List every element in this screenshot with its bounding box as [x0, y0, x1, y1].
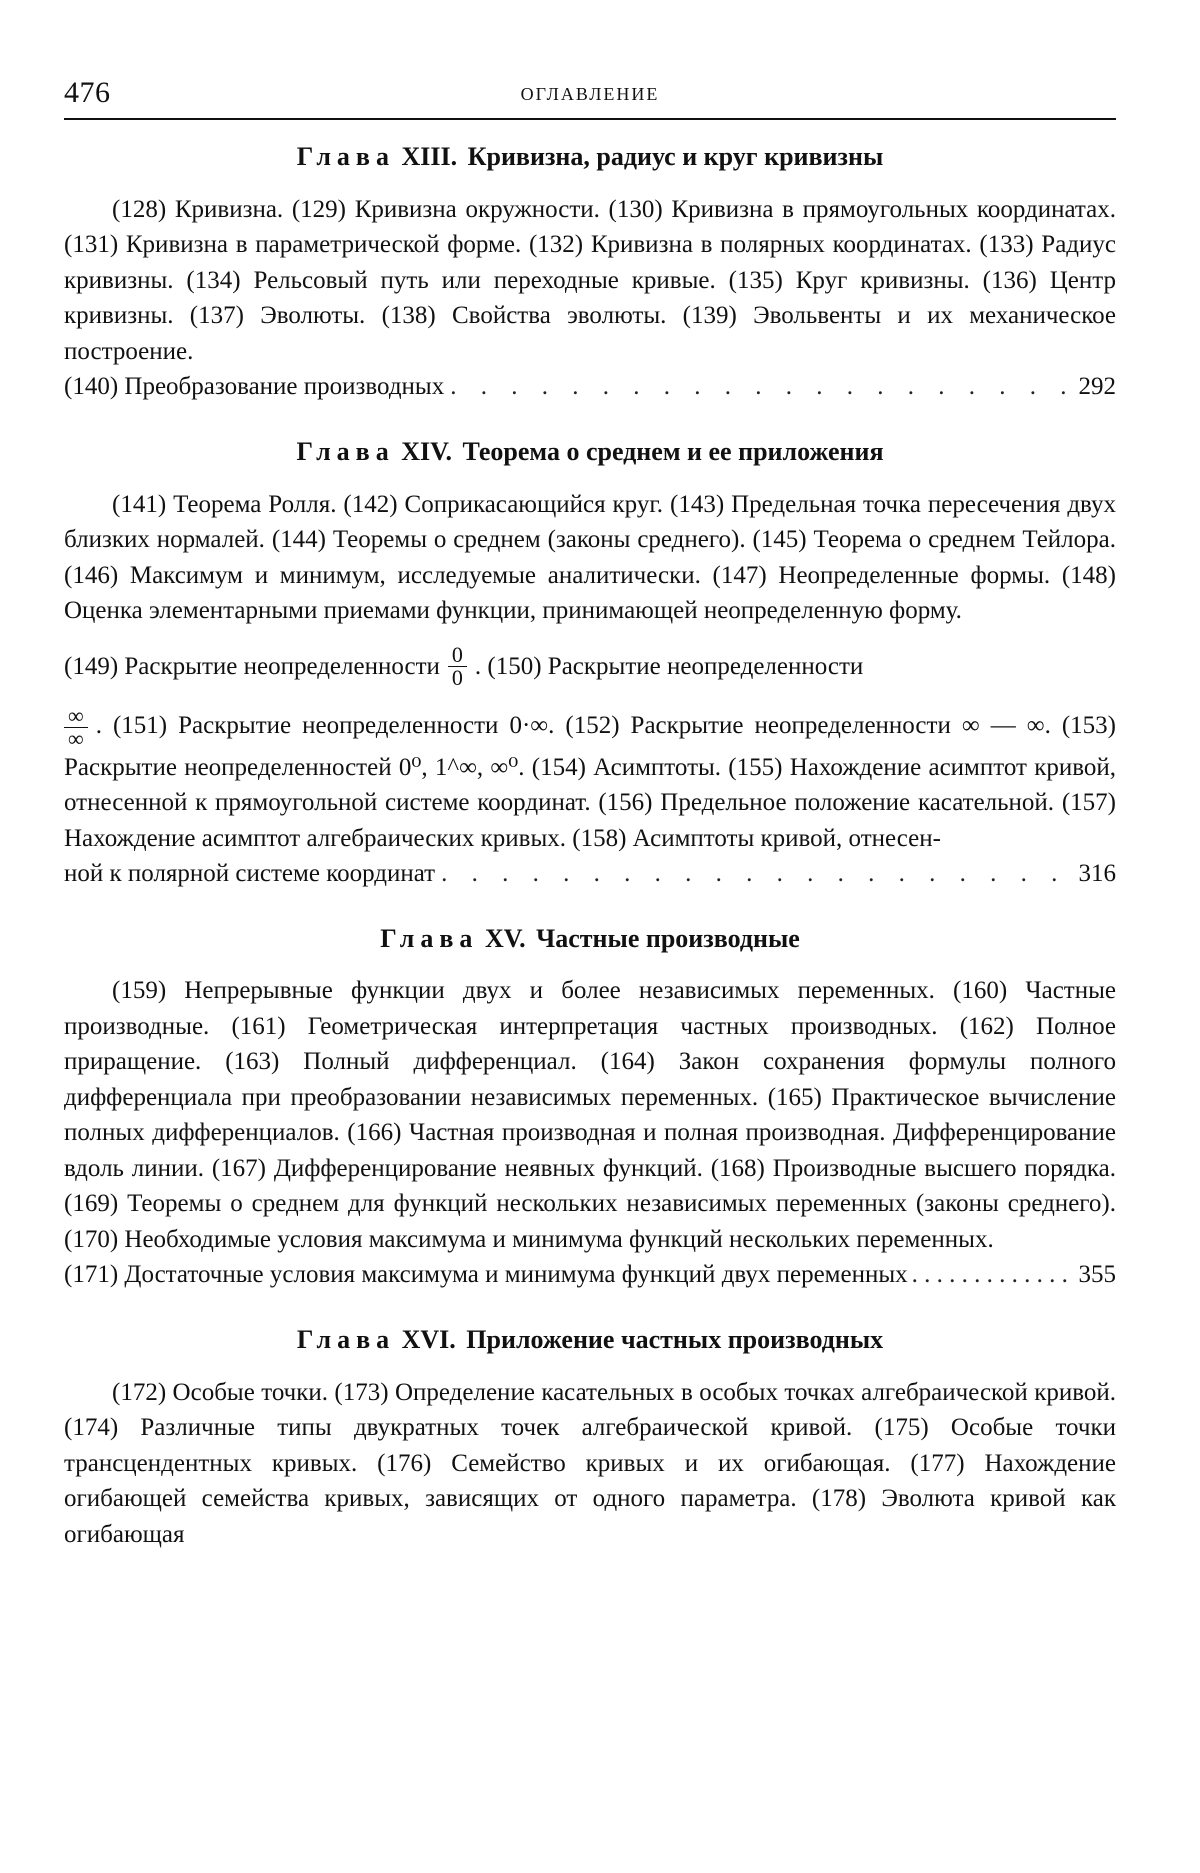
- chapter-sections: (128) Кривизна. (129) Кривизна окружности. (130) Кривизна в прямоугольных координатах. (131) Кривизна в параметрической форме. (132) Кривизна в полярных координатах. (133) Радиус кривизны. (134) Рельсовый путь или переходные кривые. (135) Круг кривизны. (136) Центр кривизны. (137) Эволюты. (138) Свойства эволюты. (139) Эвольвенты и их механическое построение.: [64, 195, 1116, 365]
- toc-entry-end: [64, 1257, 1116, 1293]
- section-text: (171) Достаточные условия максимума и минимума функций двух переменных: [64, 1261, 908, 1289]
- fraction-line: [64, 629, 1116, 705]
- chapter-sections: (141) Теорема Ролля. (142) Соприкасающийся круг. (143) Предельная точка пересечения двух близких нормалей. (144) Теоремы о среднем (законы среднего). (145) Теорема о среднем Тейлора. (146) Максимум и минимум, исследуемые аналитически. (147) Неопределенные формы. (148) Оценка элементарными приемами функции, принимающей неопределенную форму.: [64, 490, 1116, 625]
- table-of-contents: [64, 140, 1116, 1552]
- page-header: [64, 76, 1116, 122]
- section-text: (140) Преобразование производных: [64, 373, 445, 401]
- chapter-word: Глава: [296, 142, 395, 171]
- section-text: ной к полярной системе координат: [64, 860, 436, 888]
- spacer: [64, 405, 1116, 435]
- chapter-13: [64, 140, 1116, 405]
- page-reference: 292: [1078, 373, 1116, 401]
- dot-leader: [450, 369, 1072, 405]
- chapter-number: XIII.: [401, 142, 458, 171]
- chapter-number: XV.: [484, 923, 526, 953]
- chapter-number: XVI.: [401, 1324, 456, 1354]
- page-reference: 355: [1078, 1261, 1116, 1289]
- chapter-15: [64, 922, 1116, 1293]
- toc-entry-end: [64, 369, 1116, 405]
- page-number: 476: [64, 76, 111, 109]
- chapter-heading: [64, 140, 1116, 174]
- header-rule: [64, 118, 1116, 120]
- chapter-word: Глава: [296, 436, 395, 466]
- toc-entry-end: [64, 856, 1116, 892]
- section-text: . (151) Раскрытие неопределенности 0·∞. (152) Раскрытие неопределенности ∞ — ∞. (153) Раскрытие неопределенностей 0⁰, 1^∞, ∞⁰. (154) Асимптоты. (155) Нахождение асимптот кривой, отнесенной к прямоугольной системе координат. (156) Предельное положение касательной. (157) Нахождение асимптот алгебраических кривых. (158) Асимптоты кривой, отнесен-: [64, 711, 1116, 852]
- chapter-number: XIV.: [401, 436, 453, 466]
- chapter-16: [64, 1323, 1116, 1552]
- fraction-inf-over-inf: [64, 702, 88, 751]
- fraction-denominator: ∞: [68, 725, 84, 751]
- dot-leader: [441, 856, 1072, 892]
- page-reference: 316: [1078, 860, 1116, 888]
- chapter-sections: (159) Непрерывные функции двух и более независимых переменных. (160) Частные производные. (161) Геометрическая интерпретация частных производных. (162) Полное приращение. (163) Полный дифференциал. (164) Закон сохранения формулы полного дифференциала при преобразовании независимых переменных. (165) Практическое вычисление полных дифференциалов. (166) Частная производная и полная производная. Дифференцирование вдоль линии. (167) Дифференцирование неявных функций. (168) Производные высшего порядка. (169) Теоремы о среднем для функций нескольких независимых переменных (законы среднего). (170) Необходимые условия максимума и минимума функций нескольких переменных.: [64, 977, 1116, 1253]
- chapter-word: Глава: [296, 1324, 396, 1354]
- chapter-heading: [64, 922, 1116, 956]
- chapter-title: Приложение частных производных: [466, 1324, 884, 1354]
- section-text: (149) Раскрытие неопределенности: [64, 652, 440, 680]
- spacer: [64, 1293, 1116, 1323]
- dot-leader: [912, 1257, 1075, 1293]
- chapter-title: Теорема о среднем и ее приложения: [462, 436, 884, 466]
- chapter-14: [64, 435, 1116, 892]
- chapter-heading: [64, 435, 1116, 469]
- running-title: ОГЛАВЛЕНИЕ: [520, 84, 660, 104]
- chapter-heading: [64, 1323, 1116, 1357]
- chapter-title: Кривизна, радиус и круг кривизны: [467, 142, 884, 171]
- fraction-denominator: 0: [451, 665, 463, 691]
- spacer: [64, 892, 1116, 922]
- chapter-title: Частные производные: [536, 923, 800, 953]
- section-text: . (150) Раскрытие неопределенности: [474, 652, 864, 680]
- fraction-numerator: ∞: [64, 705, 88, 728]
- fraction-zero-over-zero: [448, 644, 467, 689]
- fraction-numerator: 0: [448, 644, 467, 667]
- chapter-word: Глава: [380, 923, 479, 953]
- chapter-sections-continued: [64, 702, 1116, 857]
- chapter-sections: (172) Особые точки. (173) Определение касательных в особых точках алгебраической кривой. (174) Различные типы двукратных точек алгебраической кривой. (175) Особые точки трансцендентных кривых. (176) Семейство кривых и их огибающая. (177) Нахождение огибающей семейства кривых, зависящих от одного параметра. (178) Эволюта кривой как огибающая: [64, 1378, 1116, 1548]
